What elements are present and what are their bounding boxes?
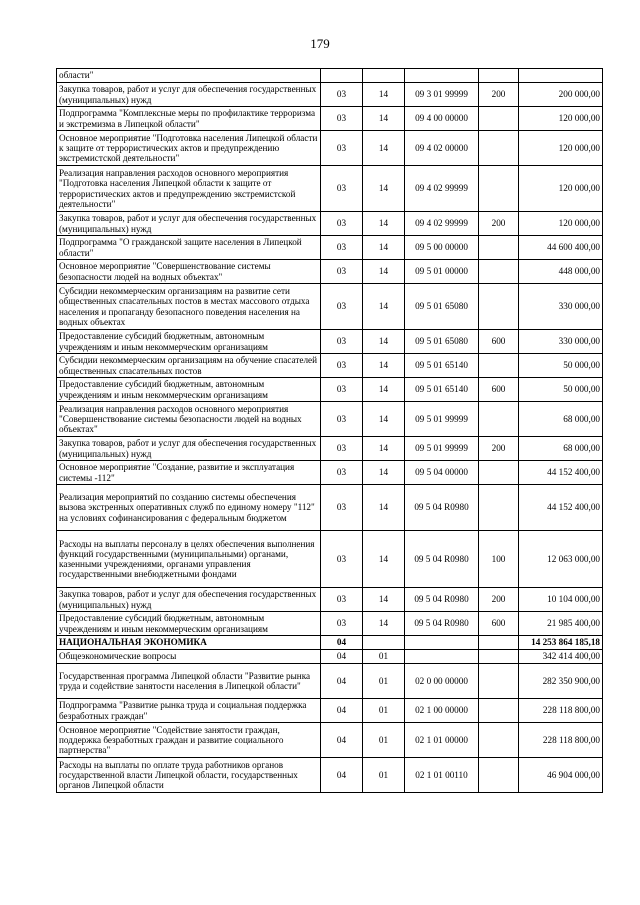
target-article-cell bbox=[405, 650, 479, 664]
section-code-cell: 03 bbox=[321, 131, 363, 166]
amount-cell: 44 152 400,00 bbox=[519, 485, 603, 531]
target-article-cell: 09 5 01 65140 bbox=[405, 354, 479, 378]
table-row bbox=[57, 437, 603, 461]
amount-cell: 120 000,00 bbox=[519, 107, 603, 131]
amount-cell: 228 118 800,00 bbox=[519, 699, 603, 723]
section-code-cell: 04 bbox=[321, 650, 363, 664]
table-row bbox=[57, 612, 603, 636]
table-row bbox=[57, 758, 603, 793]
amount-cell: 14 253 864 185,18 bbox=[519, 636, 603, 650]
table-row bbox=[57, 699, 603, 723]
target-article-cell: 09 5 01 65080 bbox=[405, 330, 479, 354]
item-name-cell: Реализация направления расходов основного мероприятия "Подготовка населения Липецкой области к защите от террористических актов и предупреждению экстремистской деятельности" bbox=[57, 166, 321, 212]
item-name-cell: Закупка товаров, работ и услуг для обеспечения государственных (муниципальных) нужд bbox=[57, 588, 321, 612]
subsection-code-cell: 01 bbox=[363, 650, 405, 664]
amount-cell: 228 118 800,00 bbox=[519, 723, 603, 758]
section-code-cell: 03 bbox=[321, 330, 363, 354]
expense-type-cell: 200 bbox=[479, 83, 519, 107]
table-row bbox=[57, 664, 603, 699]
amount-cell: 120 000,00 bbox=[519, 212, 603, 236]
amount-cell: 330 000,00 bbox=[519, 330, 603, 354]
target-article-cell: 09 5 00 00000 bbox=[405, 236, 479, 260]
table-row bbox=[57, 131, 603, 166]
subsection-code-cell: 14 bbox=[363, 354, 405, 378]
expense-type-cell bbox=[479, 107, 519, 131]
section-code-cell: 03 bbox=[321, 354, 363, 378]
section-code-cell: 03 bbox=[321, 437, 363, 461]
amount-cell: 330 000,00 bbox=[519, 284, 603, 330]
amount-cell: 50 000,00 bbox=[519, 354, 603, 378]
section-code-cell: 03 bbox=[321, 107, 363, 131]
item-name-cell: Субсидии некоммерческим организациям на развитие сети общественных спасательных постов в местах массового отдыха населения и пропаганду безопасного поведения населения на водных объектах bbox=[57, 284, 321, 330]
expense-type-cell bbox=[479, 131, 519, 166]
section-code-cell bbox=[321, 69, 363, 83]
section-code-cell: 03 bbox=[321, 236, 363, 260]
section-code-cell: 03 bbox=[321, 284, 363, 330]
table-row bbox=[57, 723, 603, 758]
table-row bbox=[57, 531, 603, 588]
target-article-cell: 09 5 01 99999 bbox=[405, 437, 479, 461]
item-name-cell: Подпрограмма "Комплексные меры по профилактике терроризма и экстремизма в Липецкой области" bbox=[57, 107, 321, 131]
item-name-cell: Реализация направления расходов основного мероприятия "Совершенствование системы безопасности людей на водных объектах" bbox=[57, 402, 321, 437]
section-code-cell: 03 bbox=[321, 378, 363, 402]
item-name-cell: Основное мероприятие "Совершенствование системы безопасности людей на водных объектах" bbox=[57, 260, 321, 284]
section-code-cell: 04 bbox=[321, 664, 363, 699]
amount-cell: 282 350 900,00 bbox=[519, 664, 603, 699]
target-article-cell: 09 4 00 00000 bbox=[405, 107, 479, 131]
section-code-cell: 04 bbox=[321, 723, 363, 758]
target-article-cell: 02 1 01 00000 bbox=[405, 723, 479, 758]
page-number: 179 bbox=[310, 36, 330, 51]
amount-cell: 46 904 000,00 bbox=[519, 758, 603, 793]
expense-type-cell bbox=[479, 461, 519, 485]
expense-type-cell: 600 bbox=[479, 612, 519, 636]
target-article-cell: 09 5 04 R0980 bbox=[405, 485, 479, 531]
section-code-cell: 03 bbox=[321, 588, 363, 612]
subsection-code-cell: 14 bbox=[363, 485, 405, 531]
item-name-cell: Субсидии некоммерческим организациям на обучение спасателей общественных спасательных постов bbox=[57, 354, 321, 378]
expense-type-cell: 200 bbox=[479, 212, 519, 236]
amount-cell: 200 000,00 bbox=[519, 83, 603, 107]
expense-type-cell bbox=[479, 284, 519, 330]
item-name-cell: Реализация мероприятий по созданию системы обеспечения вызова экстренных оперативных служб по единому номеру "112" на условиях софинансирования с федеральным бюджетом bbox=[57, 485, 321, 531]
section-code-cell: 03 bbox=[321, 83, 363, 107]
section-code-cell: 03 bbox=[321, 212, 363, 236]
expense-type-cell: 200 bbox=[479, 437, 519, 461]
item-name-cell: Государственная программа Липецкой области "Развитие рынка труда и содействие занятости населения в Липецкой области" bbox=[57, 664, 321, 699]
section-code-cell: 03 bbox=[321, 166, 363, 212]
amount-cell: 448 000,00 bbox=[519, 260, 603, 284]
amount-cell: 120 000,00 bbox=[519, 131, 603, 166]
expense-type-cell bbox=[479, 260, 519, 284]
target-article-cell: 09 5 01 99999 bbox=[405, 402, 479, 437]
table-row bbox=[57, 69, 603, 83]
amount-cell: 120 000,00 bbox=[519, 166, 603, 212]
amount-cell: 342 414 400,00 bbox=[519, 650, 603, 664]
subsection-code-cell: 14 bbox=[363, 131, 405, 166]
item-name-cell: Предоставление субсидий бюджетным, автономным учреждениям и иным некоммерческим организациям bbox=[57, 378, 321, 402]
section-code-cell: 03 bbox=[321, 485, 363, 531]
subsection-code-cell: 14 bbox=[363, 83, 405, 107]
item-name-cell: Расходы на выплаты персоналу в целях обеспечения выполнения функций государственными (муниципальными) органами, казенными учреждениями, органами управления государственными внебюджетными фондами bbox=[57, 531, 321, 588]
subsection-code-cell: 01 bbox=[363, 664, 405, 699]
item-name-cell: Общеэкономические вопросы bbox=[57, 650, 321, 664]
section-code-cell: 04 bbox=[321, 758, 363, 793]
subsection-code-cell: 14 bbox=[363, 378, 405, 402]
subsection-code-cell: 01 bbox=[363, 758, 405, 793]
table-row bbox=[57, 284, 603, 330]
subsection-code-cell: 14 bbox=[363, 588, 405, 612]
subsection-code-cell: 14 bbox=[363, 402, 405, 437]
table-row bbox=[57, 650, 603, 664]
table-row bbox=[57, 588, 603, 612]
table-row bbox=[57, 236, 603, 260]
expense-type-cell bbox=[479, 354, 519, 378]
target-article-cell: 09 5 01 00000 bbox=[405, 260, 479, 284]
expense-type-cell bbox=[479, 664, 519, 699]
expense-type-cell bbox=[479, 69, 519, 83]
subsection-code-cell bbox=[363, 69, 405, 83]
expense-type-cell bbox=[479, 699, 519, 723]
item-name-cell: Основное мероприятие "Создание, развитие и эксплуатация системы -112" bbox=[57, 461, 321, 485]
item-name-cell: Закупка товаров, работ и услуг для обеспечения государственных (муниципальных) нужд bbox=[57, 437, 321, 461]
subsection-code-cell: 14 bbox=[363, 107, 405, 131]
item-name-cell: Закупка товаров, работ и услуг для обеспечения государственных (муниципальных) нужд bbox=[57, 83, 321, 107]
target-article-cell: 09 5 04 R0980 bbox=[405, 612, 479, 636]
item-name-cell: Подпрограмма "О гражданской защите населения в Липецкой области" bbox=[57, 236, 321, 260]
target-article-cell: 09 5 04 R0980 bbox=[405, 531, 479, 588]
subsection-code-cell: 01 bbox=[363, 699, 405, 723]
target-article-cell: 09 4 02 99999 bbox=[405, 212, 479, 236]
expense-type-cell bbox=[479, 758, 519, 793]
subsection-code-cell: 14 bbox=[363, 612, 405, 636]
amount-cell: 44 152 400,00 bbox=[519, 461, 603, 485]
table-row bbox=[57, 402, 603, 437]
expense-type-cell bbox=[479, 723, 519, 758]
amount-cell: 44 600 400,00 bbox=[519, 236, 603, 260]
table-row bbox=[57, 330, 603, 354]
item-name-cell: области" bbox=[57, 69, 321, 83]
item-name-cell: Расходы на выплаты по оплате труда работников органов государственной власти Липецкой области, государственных органов Липецкой области bbox=[57, 758, 321, 793]
subsection-code-cell: 14 bbox=[363, 166, 405, 212]
target-article-cell: 09 3 01 99999 bbox=[405, 83, 479, 107]
target-article-cell: 02 0 00 00000 bbox=[405, 664, 479, 699]
target-article-cell: 09 5 04 00000 bbox=[405, 461, 479, 485]
expense-type-cell: 100 bbox=[479, 531, 519, 588]
section-code-cell: 03 bbox=[321, 402, 363, 437]
section-code-cell: 04 bbox=[321, 699, 363, 723]
table-row bbox=[57, 260, 603, 284]
target-article-cell: 09 5 04 R0980 bbox=[405, 588, 479, 612]
section-code-cell: 03 bbox=[321, 260, 363, 284]
subsection-code-cell: 14 bbox=[363, 212, 405, 236]
section-code-cell: 03 bbox=[321, 461, 363, 485]
expense-type-cell bbox=[479, 236, 519, 260]
budget-table bbox=[56, 68, 603, 793]
expense-type-cell bbox=[479, 650, 519, 664]
target-article-cell: 09 5 01 65140 bbox=[405, 378, 479, 402]
table-row bbox=[57, 83, 603, 107]
table-row bbox=[57, 636, 603, 650]
expense-type-cell: 600 bbox=[479, 330, 519, 354]
expense-type-cell: 600 bbox=[479, 378, 519, 402]
subsection-code-cell: 14 bbox=[363, 531, 405, 588]
table-row bbox=[57, 212, 603, 236]
budget-table-body bbox=[57, 69, 603, 793]
section-code-cell: 04 bbox=[321, 636, 363, 650]
table-row bbox=[57, 354, 603, 378]
section-code-cell: 03 bbox=[321, 531, 363, 588]
section-code-cell: 03 bbox=[321, 612, 363, 636]
subsection-code-cell: 14 bbox=[363, 236, 405, 260]
table-row bbox=[57, 378, 603, 402]
target-article-cell: 09 4 02 99999 bbox=[405, 166, 479, 212]
target-article-cell: 09 4 02 00000 bbox=[405, 131, 479, 166]
subsection-code-cell: 01 bbox=[363, 723, 405, 758]
subsection-code-cell: 14 bbox=[363, 461, 405, 485]
expense-type-cell: 200 bbox=[479, 588, 519, 612]
item-name-cell: НАЦИОНАЛЬНАЯ ЭКОНОМИКА bbox=[57, 636, 321, 650]
item-name-cell: Предоставление субсидий бюджетным, автономным учреждениям и иным некоммерческим организациям bbox=[57, 330, 321, 354]
expense-type-cell bbox=[479, 166, 519, 212]
item-name-cell: Подпрограмма "Развитие рынка труда и социальная поддержка безработных граждан" bbox=[57, 699, 321, 723]
expense-type-cell bbox=[479, 485, 519, 531]
subsection-code-cell: 14 bbox=[363, 437, 405, 461]
subsection-code-cell bbox=[363, 636, 405, 650]
target-article-cell: 02 1 00 00000 bbox=[405, 699, 479, 723]
expense-type-cell bbox=[479, 636, 519, 650]
target-article-cell: 02 1 01 00110 bbox=[405, 758, 479, 793]
item-name-cell: Основное мероприятие "Содействие занятости граждан, поддержка безработных граждан и развитие социального партнерства" bbox=[57, 723, 321, 758]
target-article-cell bbox=[405, 636, 479, 650]
subsection-code-cell: 14 bbox=[363, 260, 405, 284]
target-article-cell: 09 5 01 65080 bbox=[405, 284, 479, 330]
amount-cell: 21 985 400,00 bbox=[519, 612, 603, 636]
amount-cell: 50 000,00 bbox=[519, 378, 603, 402]
subsection-code-cell: 14 bbox=[363, 330, 405, 354]
subsection-code-cell: 14 bbox=[363, 284, 405, 330]
table-row bbox=[57, 166, 603, 212]
expense-type-cell bbox=[479, 402, 519, 437]
table-row bbox=[57, 485, 603, 531]
amount-cell: 10 104 000,00 bbox=[519, 588, 603, 612]
table-row bbox=[57, 461, 603, 485]
item-name-cell: Предоставление субсидий бюджетным, автономным учреждениям и иным некоммерческим организациям bbox=[57, 612, 321, 636]
amount-cell: 68 000,00 bbox=[519, 437, 603, 461]
target-article-cell bbox=[405, 69, 479, 83]
item-name-cell: Закупка товаров, работ и услуг для обеспечения государственных (муниципальных) нужд bbox=[57, 212, 321, 236]
table-row bbox=[57, 107, 603, 131]
amount-cell: 68 000,00 bbox=[519, 402, 603, 437]
amount-cell: 12 063 000,00 bbox=[519, 531, 603, 588]
item-name-cell: Основное мероприятие "Подготовка населения Липецкой области к защите от террористических актов и предупреждению экстремистской деятельности" bbox=[57, 131, 321, 166]
amount-cell bbox=[519, 69, 603, 83]
